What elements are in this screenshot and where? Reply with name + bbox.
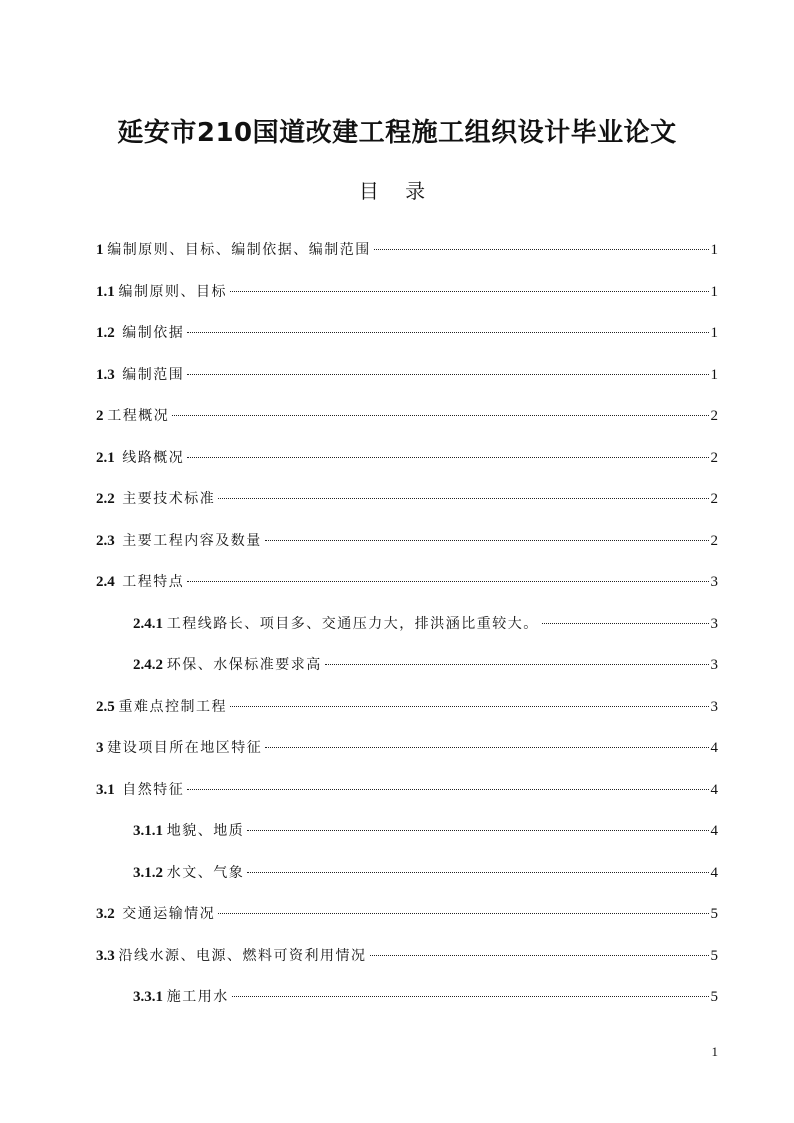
dot-leader: [187, 789, 708, 790]
toc-entry[interactable]: [96, 857, 718, 899]
toc-entry[interactable]: [96, 691, 718, 733]
toc-entry[interactable]: [96, 400, 718, 442]
toc-entry-text: 地貌、地质: [166, 823, 245, 839]
toc-entry[interactable]: [96, 898, 718, 940]
toc-entry-page: 2: [710, 408, 718, 424]
toc-entry-text: 工程概况: [107, 408, 170, 424]
toc-entry-page: 4: [710, 823, 718, 839]
toc-entry-text: 施工用水: [166, 989, 229, 1005]
toc-entry-number: 2.5: [96, 698, 119, 715]
toc-entry[interactable]: [96, 234, 718, 276]
toc-entry-text: 主要工程内容及数量: [122, 532, 262, 549]
toc-entry[interactable]: [96, 359, 718, 401]
dot-leader: [218, 498, 708, 499]
document-title: 延安市210国道改建工程施工组织设计毕业论文: [117, 118, 677, 148]
dot-leader: [247, 872, 708, 873]
dot-leader: [325, 664, 709, 665]
toc-entry[interactable]: [96, 815, 718, 857]
toc-entry-number: 2.4.1: [133, 615, 167, 632]
toc-entry[interactable]: [96, 774, 718, 816]
dot-leader: [187, 374, 708, 375]
toc-entry-number: 2.4: [96, 574, 123, 590]
toc-entry[interactable]: [96, 649, 718, 691]
toc-entry-text: 工程线路长、项目多、交通压力大，排洪涵比重较大。: [166, 615, 539, 632]
toc-entry[interactable]: [96, 608, 718, 650]
toc-entry[interactable]: [96, 566, 718, 608]
toc-entry[interactable]: [96, 940, 718, 982]
toc-entry-page: 4: [710, 864, 718, 881]
toc-entry-number: 2.4.2: [133, 657, 167, 673]
toc-entry-text: 建设项目所在地区特征: [107, 740, 263, 756]
toc-entry-page: 5: [710, 989, 718, 1005]
toc-entry[interactable]: [96, 442, 718, 484]
toc-entry-text: 重难点控制工程: [118, 698, 227, 715]
toc-entry-page: 5: [710, 906, 718, 922]
toc-entry-text: 线路概况: [122, 449, 185, 466]
dot-leader: [370, 955, 709, 956]
toc-entry[interactable]: [96, 981, 718, 1023]
toc-entry-text: 编制原则、目标、编制依据、编制范围: [107, 242, 371, 258]
toc-entry-number: 2.2: [96, 491, 123, 507]
page-number: 1: [711, 1044, 718, 1059]
toc-entry-number: 3.2: [96, 906, 123, 922]
toc-entry-number: 3.1.2: [133, 864, 167, 881]
toc-entry-page: 1: [710, 366, 718, 383]
toc-entry-text: 环保、水保标准要求高: [166, 657, 322, 673]
dot-leader: [265, 540, 709, 541]
dot-leader: [218, 913, 708, 914]
toc-entry-text: 自然特征: [122, 781, 185, 798]
toc-entry[interactable]: [96, 732, 718, 774]
toc-entry-number: 1.1: [96, 283, 119, 300]
toc-entry-number: 2: [96, 408, 108, 424]
toc-entry-number: 2.3: [96, 532, 123, 549]
dot-leader: [187, 332, 708, 333]
toc-entry[interactable]: [96, 276, 718, 318]
toc-entry-page: 4: [710, 781, 718, 798]
toc-entry-page: 1: [710, 325, 718, 341]
toc-entry-page: 3: [710, 574, 718, 590]
toc-entry-number: 1.3: [96, 366, 123, 383]
toc-entry-text: 沿线水源、电源、燃料可资利用情况: [118, 947, 367, 964]
table-of-contents: [96, 234, 718, 1023]
toc-entry-page: 2: [710, 532, 718, 549]
toc-entry-text: 编制范围: [122, 366, 185, 383]
toc-heading: 目 录: [358, 179, 436, 203]
toc-entry-page: 1: [710, 242, 718, 258]
toc-entry-number: 3.1.1: [133, 823, 167, 839]
toc-entry-text: 水文、气象: [166, 864, 245, 881]
toc-entry[interactable]: [96, 317, 718, 359]
toc-entry-page: 4: [710, 740, 718, 756]
dot-leader: [230, 291, 709, 292]
toc-entry-text: 编制原则、目标: [118, 283, 227, 300]
toc-entry[interactable]: [96, 525, 718, 567]
toc-entry-page: 3: [710, 657, 718, 673]
toc-entry-page: 2: [710, 449, 718, 466]
toc-entry-number: 3.3: [96, 947, 119, 964]
toc-entry-page: 1: [710, 283, 718, 300]
toc-entry-page: 3: [710, 698, 718, 715]
dot-leader: [172, 415, 708, 416]
dot-leader: [230, 706, 709, 707]
toc-entry-number: 3: [96, 740, 108, 756]
dot-leader: [187, 581, 708, 582]
toc-entry-page: 3: [710, 615, 718, 632]
toc-entry-page: 2: [710, 491, 718, 507]
toc-entry-number: 3.3.1: [133, 989, 167, 1005]
dot-leader: [265, 747, 708, 748]
toc-entry-text: 工程特点: [122, 574, 185, 590]
toc-entry-number: 1.2: [96, 325, 123, 341]
toc-entry-number: 1: [96, 242, 108, 258]
toc-entry-text: 主要技术标准: [122, 491, 216, 507]
toc-entry[interactable]: [96, 483, 718, 525]
toc-entry-text: 编制依据: [122, 325, 185, 341]
dot-leader: [247, 830, 708, 831]
toc-entry-number: 3.1: [96, 781, 123, 798]
dot-leader: [542, 623, 709, 624]
toc-entry-page: 5: [710, 947, 718, 964]
dot-leader: [374, 249, 709, 250]
dot-leader: [187, 457, 708, 458]
toc-entry-number: 2.1: [96, 449, 123, 466]
dot-leader: [232, 996, 709, 997]
toc-entry-text: 交通运输情况: [122, 906, 216, 922]
